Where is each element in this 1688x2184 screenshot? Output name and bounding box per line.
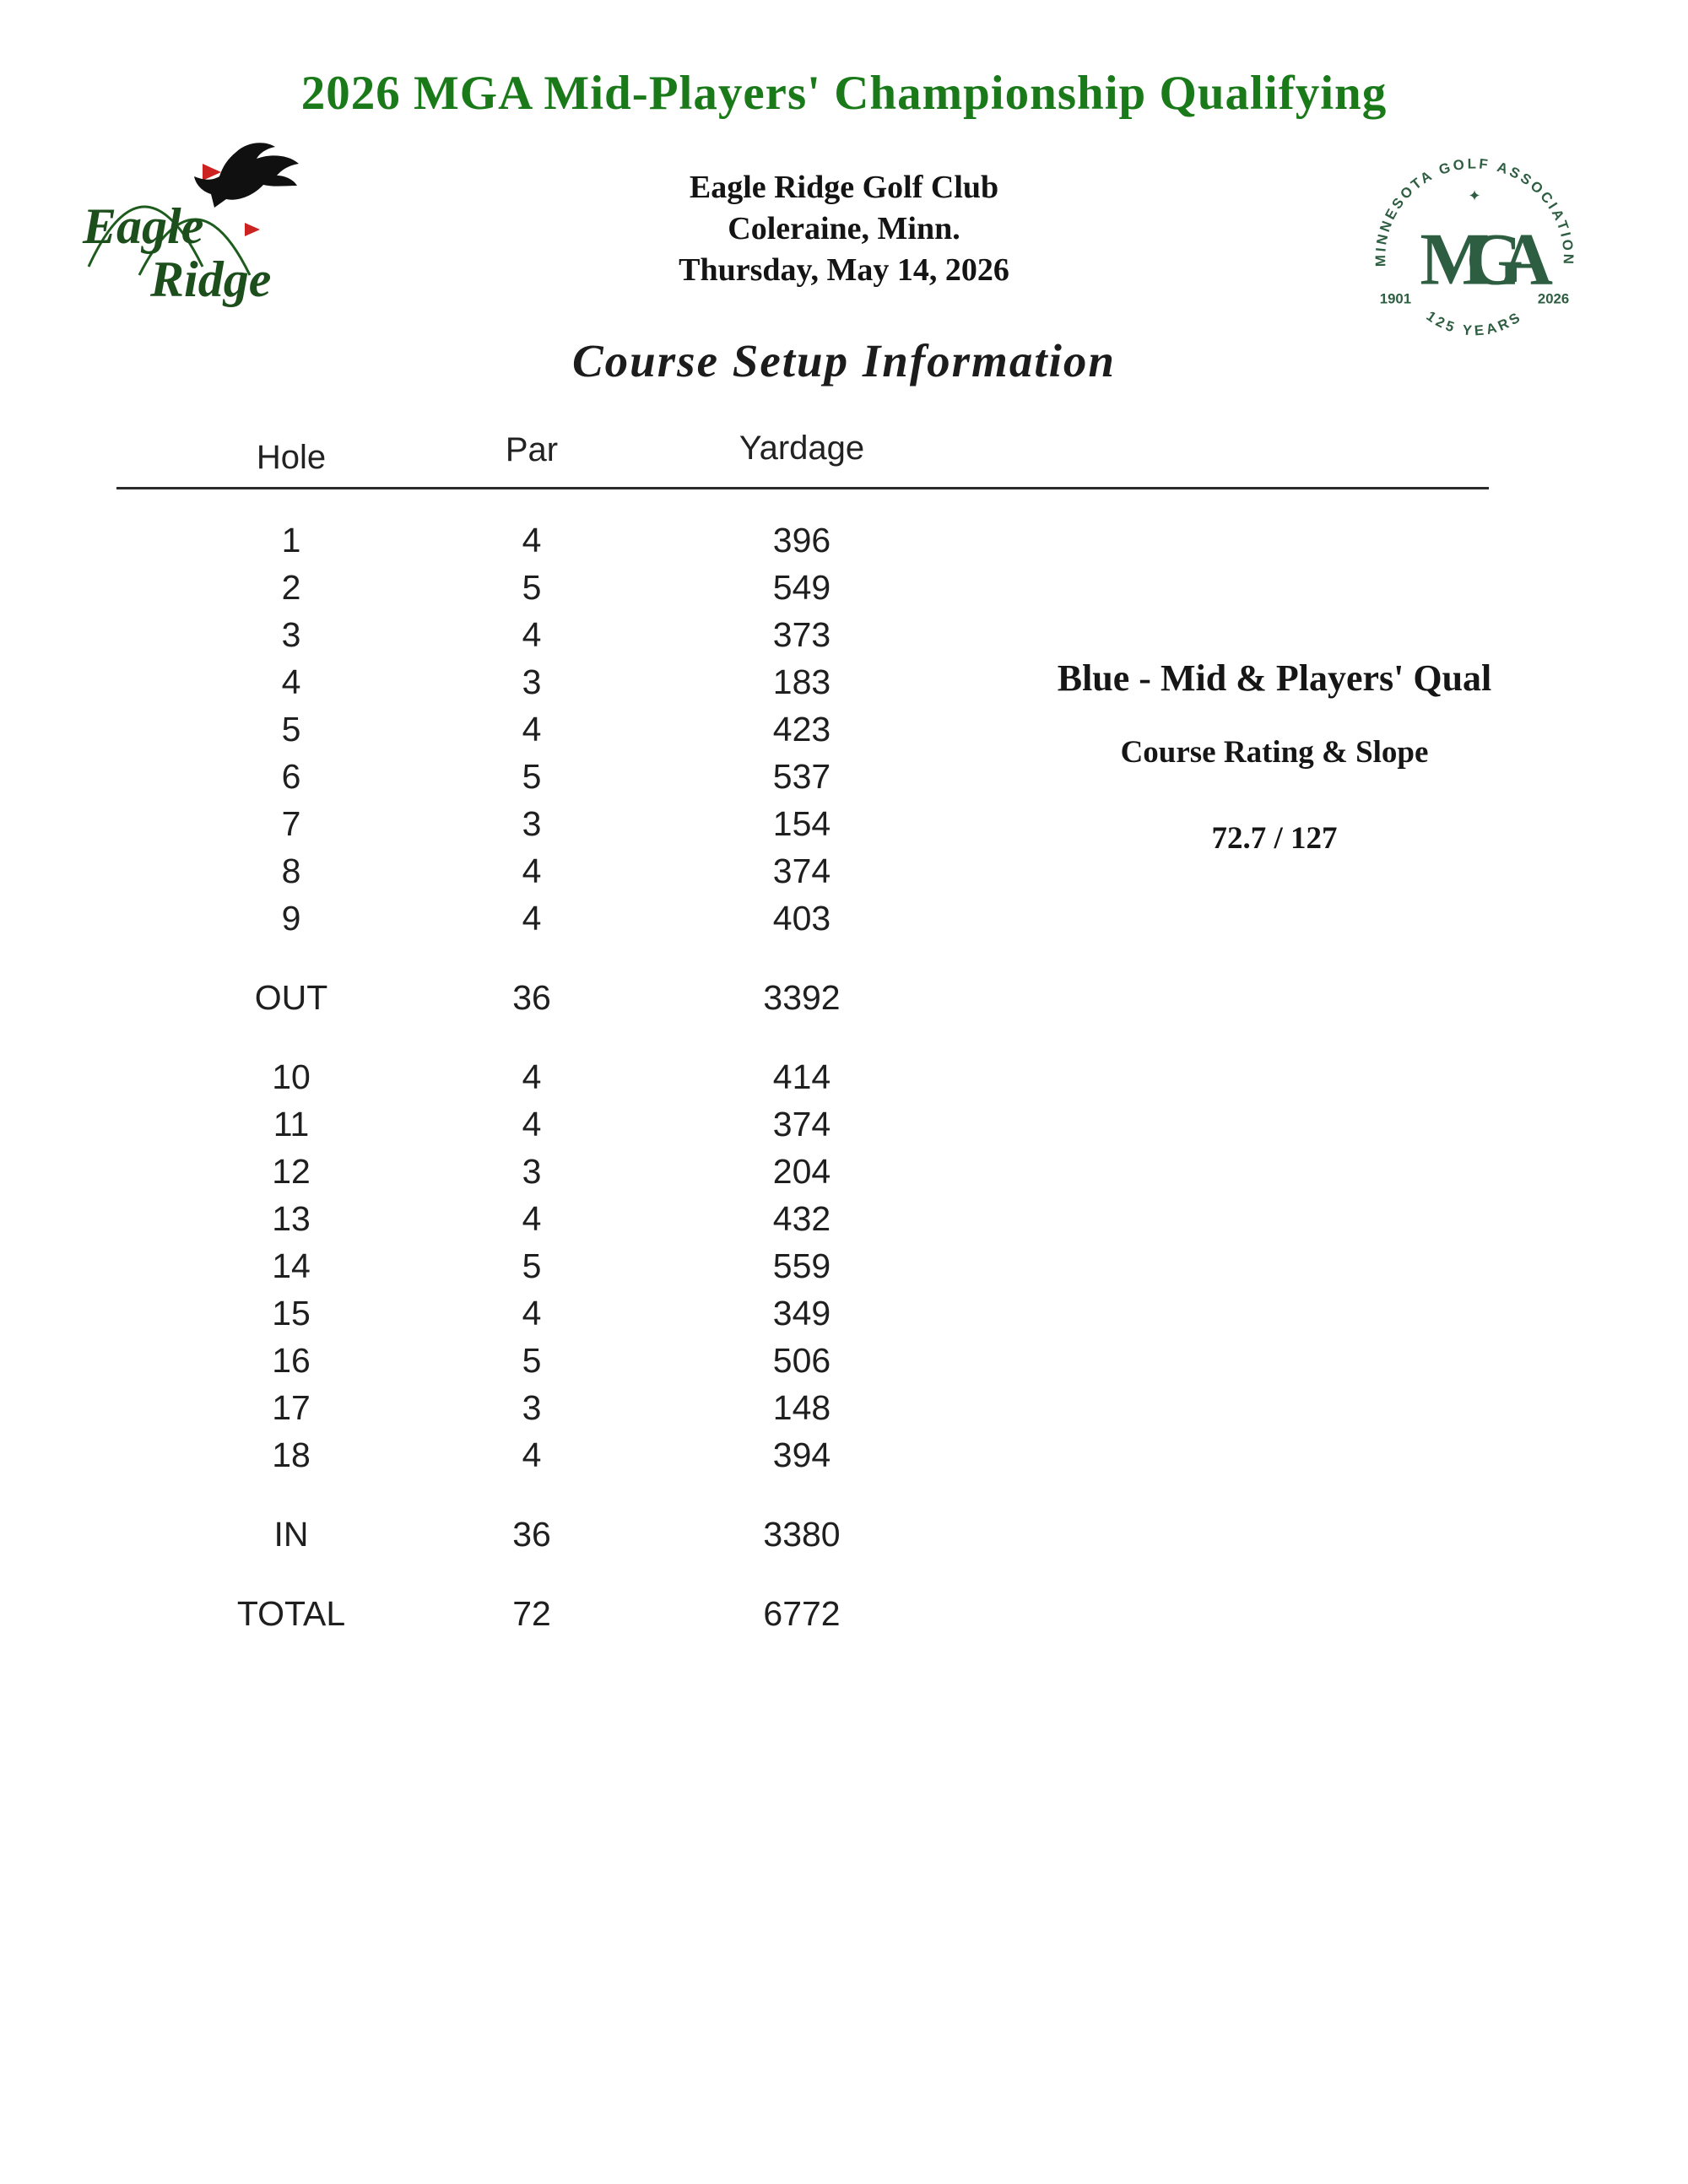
mga-logo xyxy=(1366,140,1583,358)
par-cell: 4 xyxy=(522,1435,542,1474)
par-cell: 5 xyxy=(522,757,542,796)
par-cell: 4 xyxy=(522,521,542,560)
mga-star-icon: ✦ xyxy=(1468,187,1481,205)
yardage-cell: 3392 xyxy=(763,978,841,1017)
header-rule xyxy=(116,487,1489,489)
tee-label: Blue - Mid & Players' Qual xyxy=(1057,657,1492,699)
hole-cell: 17 xyxy=(272,1388,311,1427)
yardage-cell: 3380 xyxy=(763,1515,841,1554)
event-date: Thursday, May 14, 2026 xyxy=(679,252,1009,288)
table-row xyxy=(0,895,928,942)
table-row xyxy=(0,564,928,611)
hole-cell: 18 xyxy=(272,1435,311,1474)
course-table-body xyxy=(0,516,928,1637)
yardage-cell: 549 xyxy=(772,568,831,607)
table-row xyxy=(0,847,928,895)
table-row xyxy=(0,800,928,847)
page-title: 2026 MGA Mid-Players' Championship Qualifying xyxy=(300,67,1388,120)
yardage-cell: 537 xyxy=(772,757,831,796)
hole-cell: 5 xyxy=(281,710,301,749)
yardage-cell: 374 xyxy=(772,851,831,890)
mga-monogram: MGA xyxy=(1420,218,1529,300)
table-row xyxy=(0,658,928,705)
hole-cell: 10 xyxy=(272,1057,311,1096)
hole-cell: 13 xyxy=(272,1199,311,1238)
table-row xyxy=(0,1431,928,1479)
hole-cell: 8 xyxy=(281,851,301,890)
hole-cell: TOTAL xyxy=(236,1594,346,1633)
mga-logo-graphic xyxy=(1366,140,1583,358)
par-cell: 4 xyxy=(522,1199,542,1238)
course-rating-slope-value: 72.7 / 127 xyxy=(1211,821,1338,856)
par-cell: 4 xyxy=(522,851,542,890)
par-cell: 5 xyxy=(522,568,542,607)
course-rating-slope-label: Course Rating & Slope xyxy=(1120,735,1429,770)
table-row xyxy=(0,705,928,753)
event-club: Eagle Ridge Golf Club xyxy=(689,170,999,205)
mga-year-left: 1901 xyxy=(1379,290,1412,307)
hole-cell: 16 xyxy=(272,1341,311,1380)
par-cell: 3 xyxy=(522,1152,542,1191)
column-header-hole: Hole xyxy=(256,439,327,476)
yardage-cell: 432 xyxy=(772,1199,831,1238)
hole-cell: 3 xyxy=(281,615,301,654)
hole-cell: 7 xyxy=(281,804,301,843)
eagle-logo-word-2: Ridge xyxy=(150,251,272,307)
par-cell: 3 xyxy=(522,662,542,701)
table-row xyxy=(0,516,928,564)
table-row xyxy=(0,1590,928,1637)
par-cell: 72 xyxy=(512,1594,551,1633)
hole-cell: 15 xyxy=(272,1294,311,1333)
par-cell: 36 xyxy=(512,1515,551,1554)
table-row xyxy=(0,1053,928,1100)
table-row xyxy=(0,1511,928,1558)
yardage-cell: 403 xyxy=(772,899,831,938)
event-location: Coleraine, Minn. xyxy=(728,211,960,246)
par-cell: 4 xyxy=(522,710,542,749)
par-cell: 4 xyxy=(522,899,542,938)
yardage-cell: 154 xyxy=(772,804,831,843)
table-row xyxy=(0,974,928,1021)
hole-cell: 6 xyxy=(281,757,301,796)
par-cell: 3 xyxy=(522,804,542,843)
par-cell: 3 xyxy=(522,1388,542,1427)
yardage-cell: 148 xyxy=(772,1388,831,1427)
table-row xyxy=(0,1337,928,1384)
hole-cell: 1 xyxy=(281,521,301,560)
yardage-cell: 204 xyxy=(772,1152,831,1191)
yardage-cell: 506 xyxy=(772,1341,831,1380)
table-row xyxy=(0,753,928,800)
section-heading: Course Setup Information xyxy=(571,335,1116,387)
hole-cell: OUT xyxy=(254,978,328,1017)
mga-year-right: 2026 xyxy=(1537,290,1570,307)
yardage-cell: 373 xyxy=(772,615,831,654)
yardage-cell: 183 xyxy=(772,662,831,701)
hole-cell: 12 xyxy=(272,1152,311,1191)
par-cell: 4 xyxy=(522,1294,542,1333)
hole-cell: 2 xyxy=(281,568,301,607)
hole-cell: IN xyxy=(273,1515,309,1554)
table-row xyxy=(0,1242,928,1289)
table-row xyxy=(0,1195,928,1242)
yardage-cell: 374 xyxy=(772,1105,831,1143)
yardage-cell: 414 xyxy=(772,1057,831,1096)
yardage-cell: 423 xyxy=(772,710,831,749)
par-cell: 5 xyxy=(522,1341,542,1380)
yardage-cell: 394 xyxy=(772,1435,831,1474)
mga-ring-top-text: MINNESOTA GOLF ASSOCIATION xyxy=(1372,155,1577,268)
table-row xyxy=(0,1289,928,1337)
mga-ring-bottom-text: 125 YEARS xyxy=(1423,307,1526,339)
table-row xyxy=(0,1148,928,1195)
par-cell: 5 xyxy=(522,1246,542,1285)
hole-cell: 11 xyxy=(273,1105,310,1143)
hole-cell: 9 xyxy=(281,899,301,938)
yardage-cell: 396 xyxy=(772,521,831,560)
table-row xyxy=(0,1100,928,1148)
yardage-cell: 559 xyxy=(772,1246,831,1285)
par-cell: 36 xyxy=(512,978,551,1017)
table-row xyxy=(0,611,928,658)
hole-cell: 14 xyxy=(272,1246,311,1285)
yardage-cell: 6772 xyxy=(763,1594,841,1633)
par-cell: 4 xyxy=(522,1057,542,1096)
table-row xyxy=(0,1384,928,1431)
par-cell: 4 xyxy=(522,1105,542,1143)
column-header-par: Par xyxy=(505,431,559,468)
par-cell: 4 xyxy=(522,615,542,654)
eagle-logo-word-1: Eagle xyxy=(83,198,204,254)
hole-cell: 4 xyxy=(281,662,301,701)
column-header-yardage: Yardage xyxy=(738,430,865,467)
yardage-cell: 349 xyxy=(772,1294,831,1333)
